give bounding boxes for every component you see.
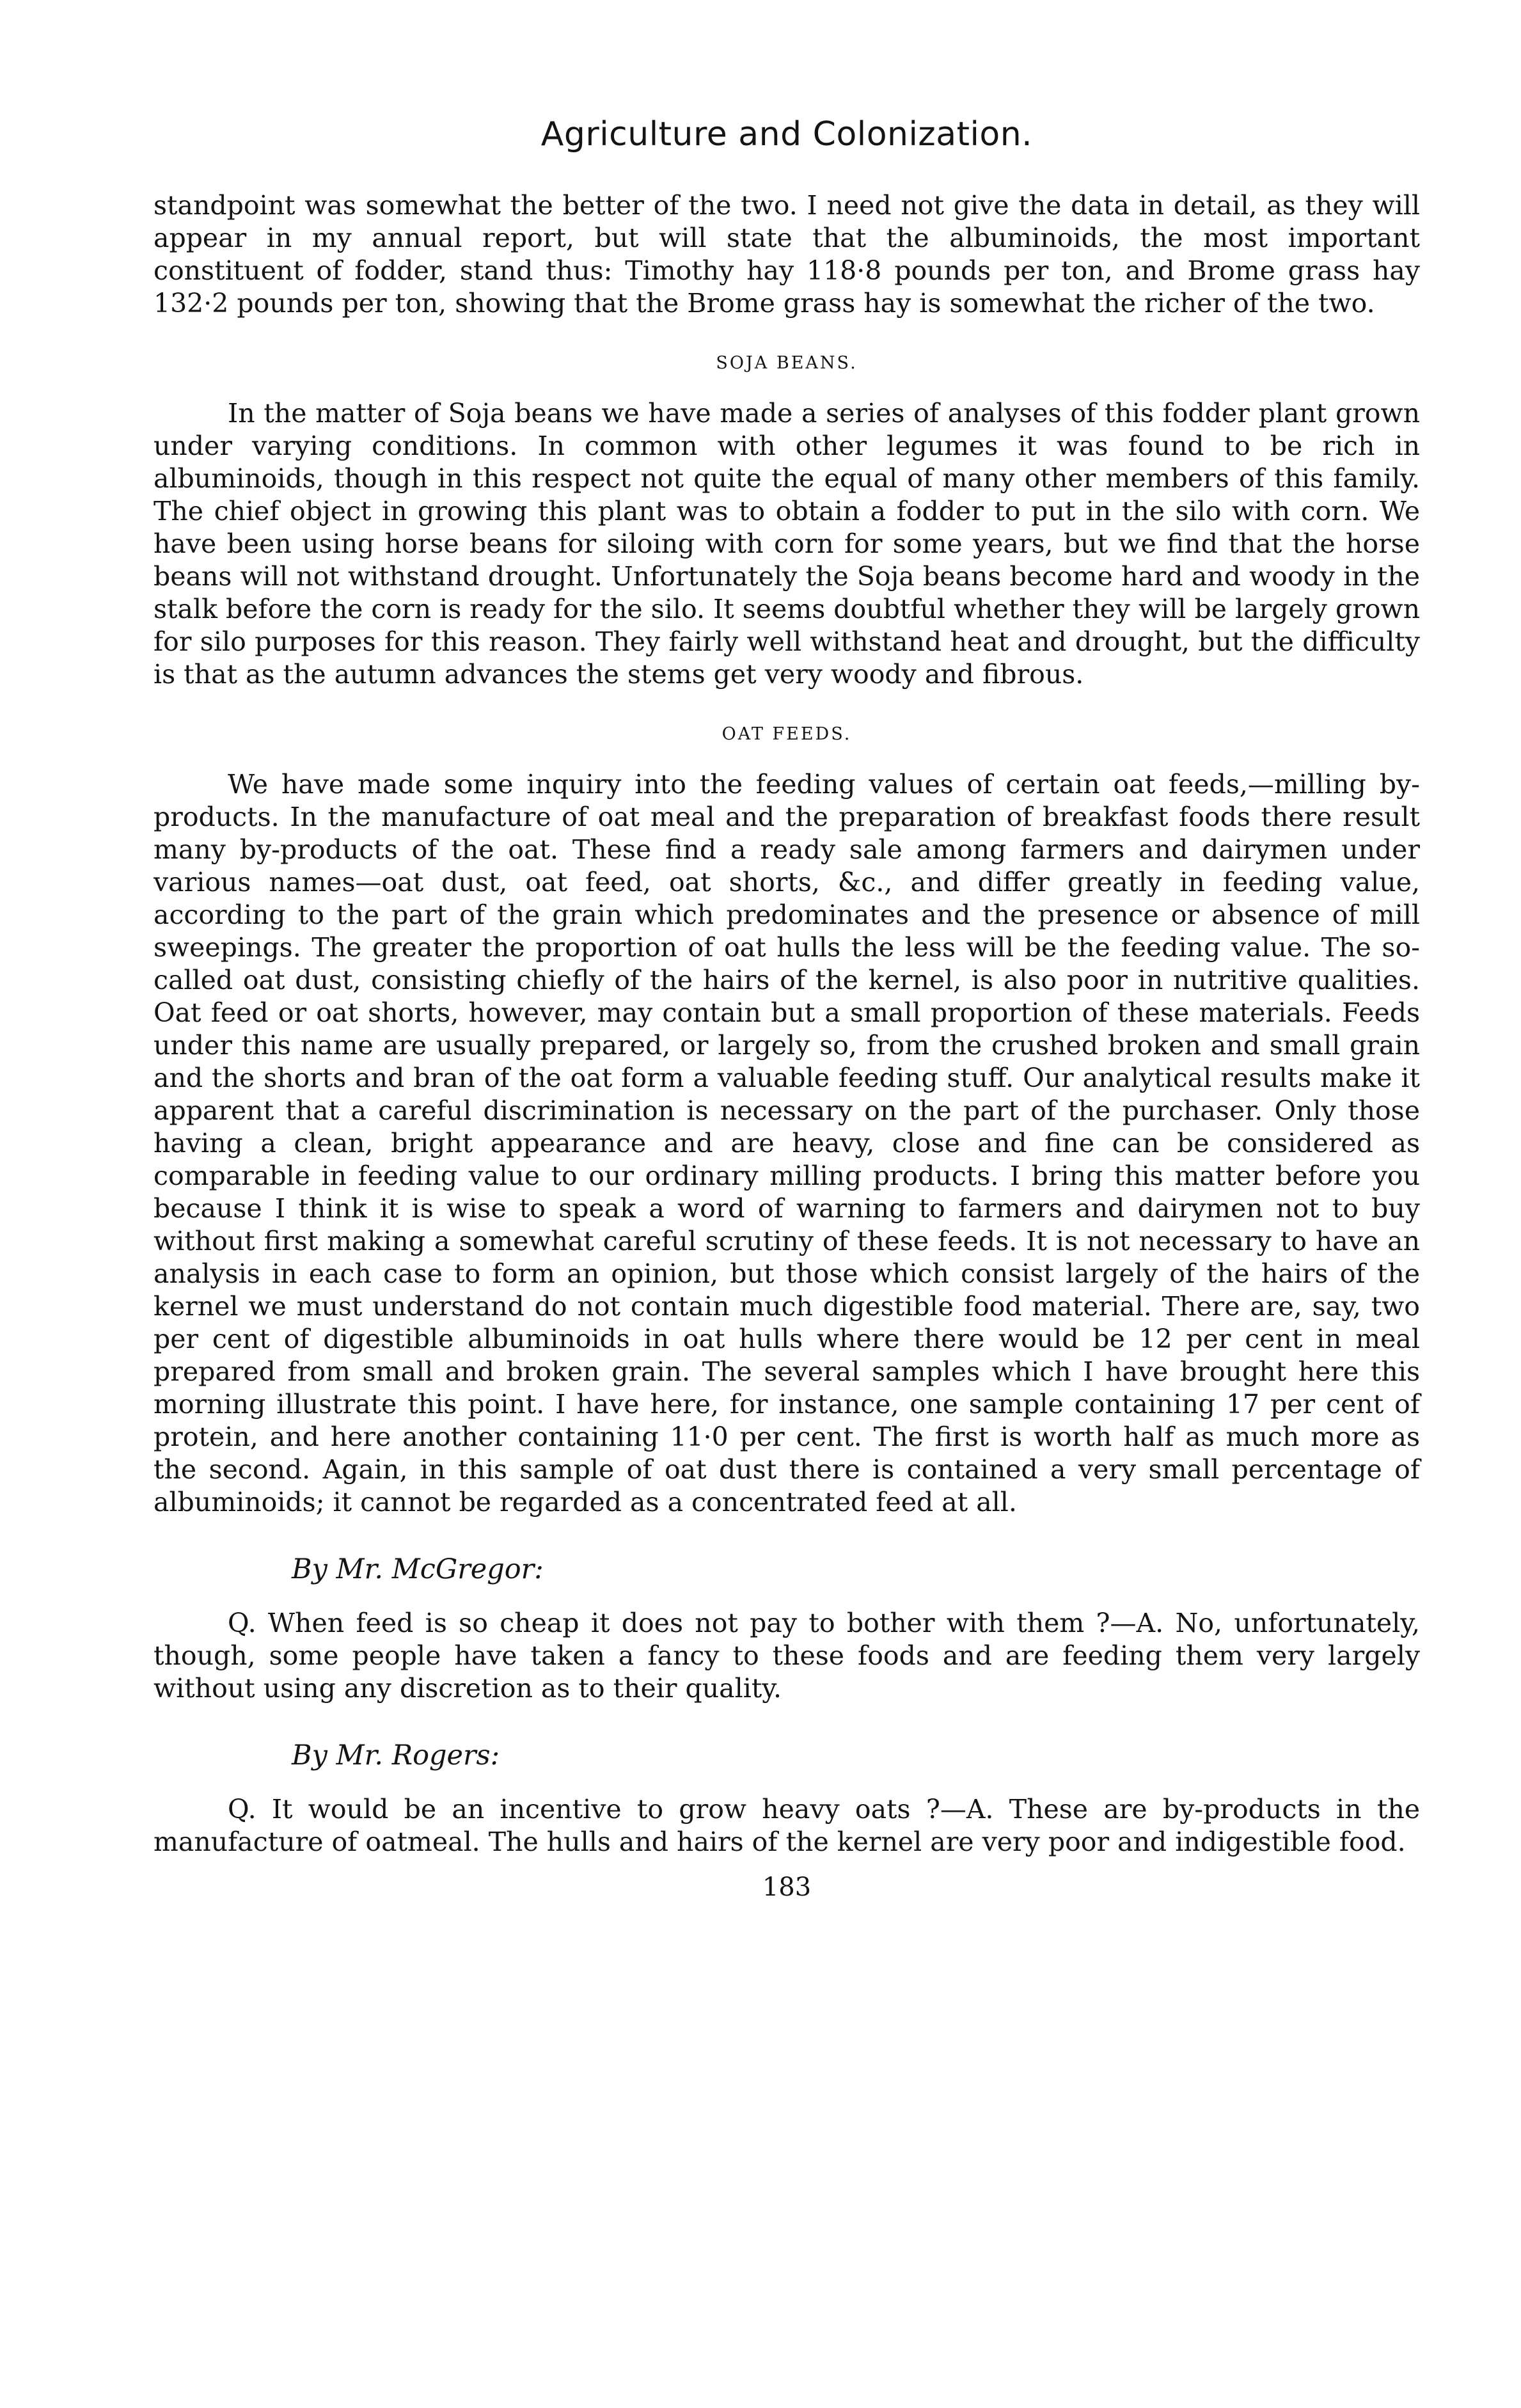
section-heading-oat-feeds: OAT FEEDS. (721, 724, 852, 744)
rogers-question-paragraph: Q. It would be an incentive to grow heavy oats ?—A. These are by-products in the manufacture of oatmeal. The hulls and hairs of the kernel are very poor and indigestible food. (154, 1794, 1420, 1857)
speaker-rogers: By Mr. Rogers: (292, 1739, 500, 1771)
running-head: Agriculture and Colonization. (540, 115, 1033, 154)
page-number: 183 (762, 1873, 812, 1902)
intro-paragraph: standpoint was somewhat the better of the two. I need not give the data in detail, as they will appear in my annual report, but will state that the albuminoids, the most important constituent of fodder, stand thus: Timothy hay 118·8 pounds per ton, and Brome grass hay 132·2 pounds per ton, showing that the Brome grass hay is somewhat the richer of the two. (154, 190, 1420, 319)
mcgregor-question-paragraph: Q. When feed is so cheap it does not pay to bother with them ?—A. No, unfortunately, though, some people have taken a fancy to these foods and are feeding them very largely without using any discretion as to their quality. (154, 1608, 1420, 1704)
document-page (154, 115, 1420, 1902)
oat-feeds-paragraph: We have made some inquiry into the feeding values of certain oat feeds,—milling by-products. In the manufacture of oat meal and the preparation of breakfast foods there result many by-products of the oat. These find a ready sale among farmers and dairymen under various names—oat dust, oat feed, oat shorts, &c., and differ greatly in feeding value, according to the part of the grain which predominates and the presence or absence of mill sweepings. The greater the proportion of oat hulls the less will be the feeding value. The so-called oat dust, consisting chiefly of the hairs of the kernel, is also poor in nutritive qualities. Oat feed or oat shorts, however, may contain but a small proportion of these materials. Feeds under this name are usually prepared, or largely so, from the crushed broken and small grain and the shorts and bran of the oat form a valuable feeding stuff. Our analytical results make it apparent that a careful discrimination is necessary on the part of the purchaser. Only those having a clean, bright appearance and are heavy, close and fine can be considered as comparable in feeding value to our ordinary milling products. I bring this matter before you because I think it is wise to speak a word of warning to farmers and dairymen not to buy without first making a somewhat careful scrutiny of these feeds. It is not necessary to have an analysis in each case to form an opinion, but those which consist largely of the hairs of the kernel we must understand do not contain much digestible food material. There are, say, two per cent of digestible albuminoids in oat hulls where there would be 12 per cent in meal prepared from small and broken grain. The several samples which I have brought here this morning illustrate this point. I have here, for instance, one sample containing 17 per cent of protein, and here another containing 11·0 per cent. The first is worth half as much more as the second. Again, in this sample of oat dust there is contained a very small percentage of albuminoids; it cannot be regarded as a concentrated feed at all. (154, 769, 1420, 1517)
section-heading-soja-beans: SOJA BEANS. (716, 353, 858, 373)
speaker-mcgregor: By Mr. McGregor: (292, 1553, 544, 1585)
soja-beans-paragraph: In the matter of Soja beans we have made a series of analyses of this fodder plant grown under varying conditions. In common with other legumes it was found to be rich in albuminoids, though in this respect not quite the equal of many other members of this family. The chief object in growing this plant was to obtain a fodder to put in the silo with corn. We have been using horse beans for siloing with corn for some years, but we find that the horse beans will not withstand drought. Unfortunately the Soja beans become hard and woody in the stalk before the corn is ready for the silo. It seems doubtful whether they will be largely grown for silo purposes for this reason. They fairly well withstand heat and drought, but the difficulty is that as the autumn advances the stems get very woody and fibrous. (154, 398, 1420, 690)
